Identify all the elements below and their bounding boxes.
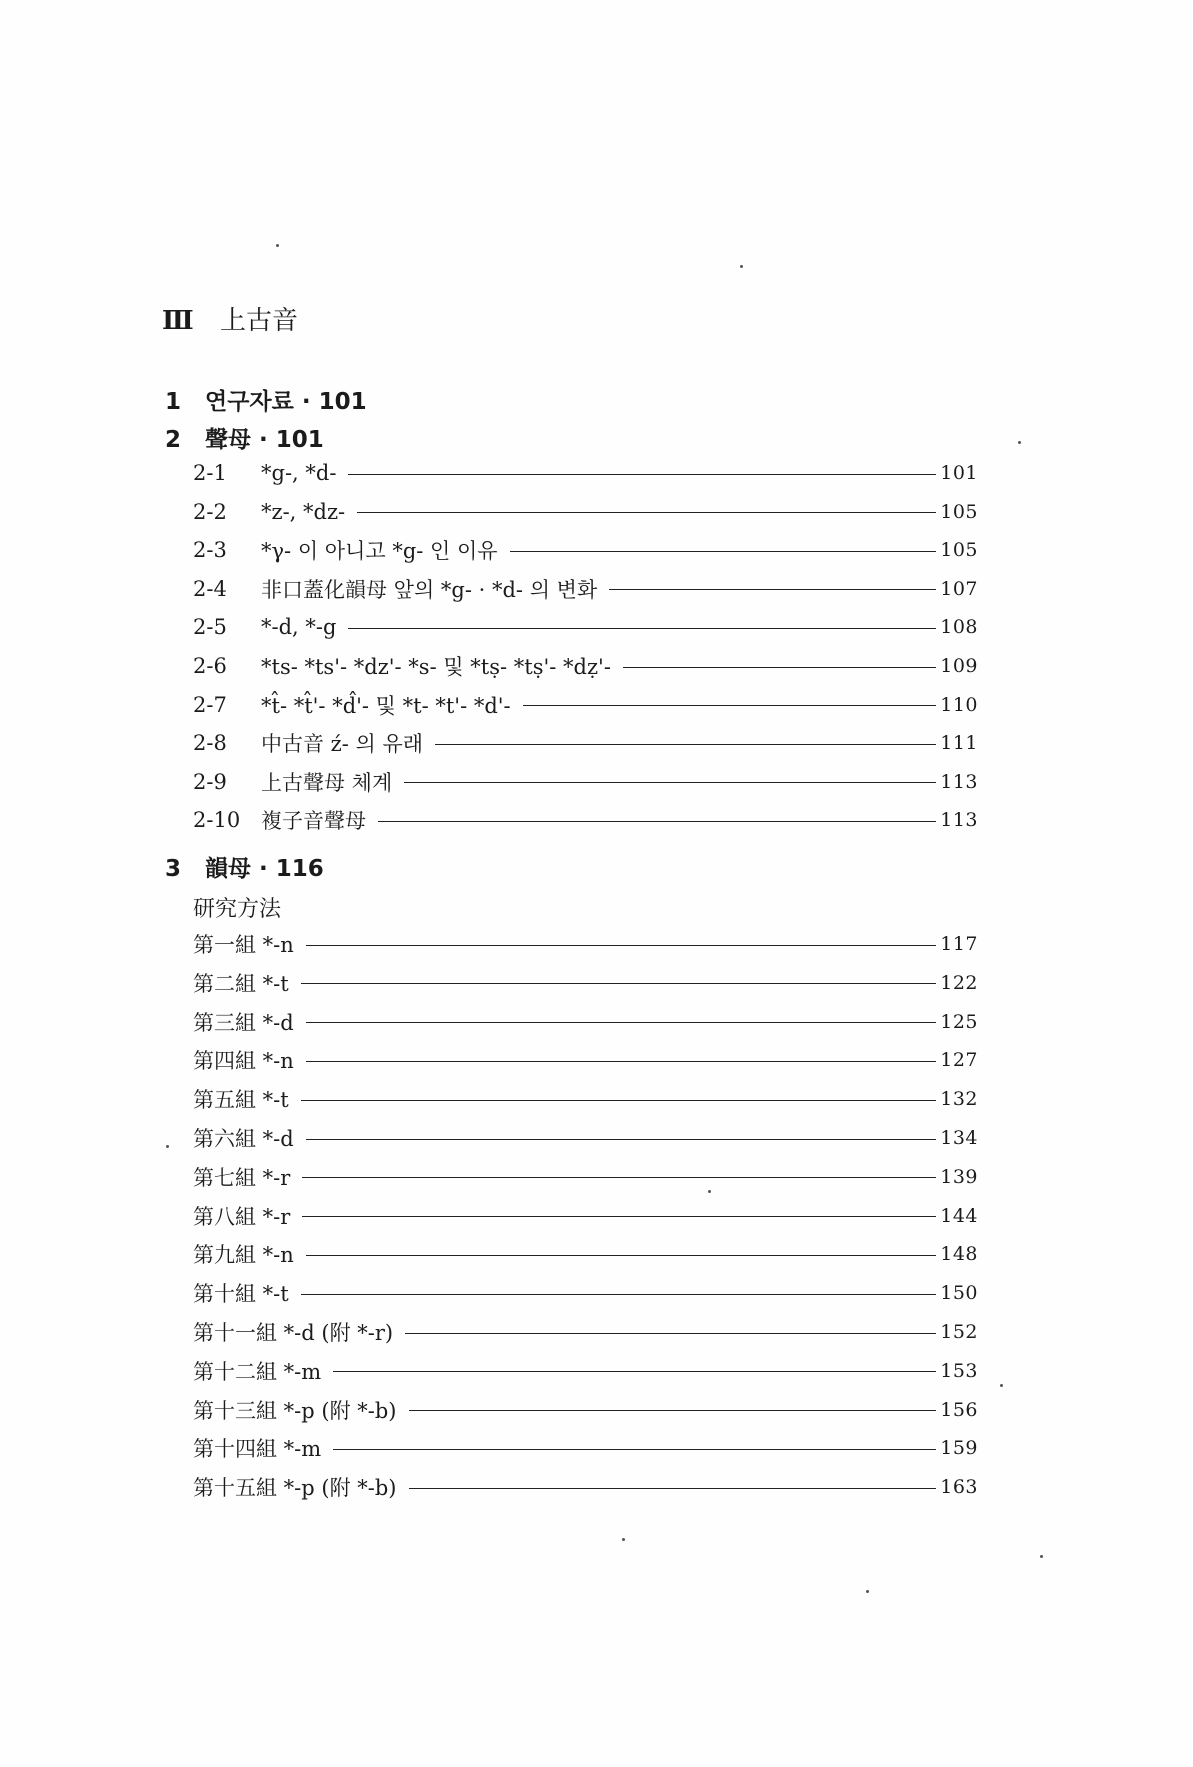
entry-page-number: 107 [940, 577, 978, 600]
toc-entry[interactable] [193, 495, 978, 529]
entry-number: 2-7 [193, 692, 227, 717]
entry-page-number: 153 [940, 1359, 978, 1382]
entry-number: 2-4 [193, 576, 227, 601]
speck [740, 265, 743, 268]
toc-entry[interactable] [193, 1005, 978, 1039]
entry-page-number: 150 [940, 1282, 978, 1305]
leader-line [348, 474, 936, 475]
entry-page-number: 148 [940, 1243, 978, 1266]
finals-intro: 研究方法 [193, 897, 282, 922]
entry-page-number: 152 [940, 1321, 978, 1343]
leader-line [306, 1061, 936, 1062]
leader-line [301, 983, 936, 984]
toc-entry[interactable] [193, 1431, 978, 1465]
leader-line [306, 1022, 936, 1023]
section-heading [165, 421, 324, 454]
entry-title: 第十一組 *-d (附 *-r) [193, 1321, 394, 1345]
toc-entry[interactable] [193, 1354, 978, 1388]
entry-title: 第一組 *-n [193, 933, 294, 957]
entry-page-number: 125 [940, 1010, 978, 1033]
entry-title: 第十三組 *-p (附 *-b) [193, 1398, 397, 1423]
entry-number: 2-8 [193, 731, 227, 756]
toc-entry[interactable] [193, 610, 978, 644]
part-number: Ⅲ [162, 306, 194, 336]
entry-title: 第九組 *-n [193, 1243, 294, 1268]
entry-number: 2-6 [193, 654, 227, 678]
section-title: 韻母 · 116 [205, 856, 324, 882]
entry-page-number: 127 [940, 1049, 978, 1072]
speck [166, 1145, 169, 1148]
entry-page-number: 105 [940, 539, 978, 562]
leader-line [302, 1216, 936, 1217]
entry-page-number: 109 [940, 655, 978, 677]
section-number: 3 [165, 856, 182, 882]
leader-line [306, 1255, 936, 1256]
entry-page-number: 110 [940, 693, 978, 716]
toc-entry[interactable] [193, 533, 978, 567]
entry-page-number: 108 [940, 616, 978, 639]
toc-entry[interactable] [193, 1393, 978, 1427]
entry-page-number: 113 [940, 809, 978, 832]
entry-title: 第五組 *-t [193, 1088, 289, 1113]
entry-title: 第三組 *-d [193, 1010, 294, 1035]
entry-title: *-d, *-g [261, 615, 337, 640]
section-number: 1 [165, 389, 182, 415]
toc-entry[interactable] [193, 1121, 978, 1155]
toc-entry[interactable] [193, 1237, 978, 1271]
section-title: 聲母 · 101 [205, 427, 324, 453]
entry-title: 第七組 *-r [193, 1165, 291, 1190]
entry-title: *ts- *ts'- *dz'- *s- 및 *tṣ- *tṣ'- *dẓ'- [261, 655, 611, 679]
leader-line [306, 945, 936, 946]
entry-title: 上古聲母 체계 [261, 770, 393, 795]
entry-title: 第十四組 *-m [193, 1437, 322, 1462]
section-heading [165, 383, 367, 416]
leader-line [378, 821, 936, 822]
entry-title: 第十五組 *-p (附 *-b) [193, 1476, 397, 1501]
entry-title: 中古音 ź- 의 유래 [261, 732, 424, 757]
entry-title: 第四組 *-n [193, 1049, 294, 1074]
toc-entry[interactable] [193, 688, 978, 722]
speck [866, 1590, 869, 1593]
leader-line [348, 628, 936, 629]
part-heading [162, 300, 298, 337]
speck [622, 1538, 625, 1541]
entry-title: 第八組 *-r [193, 1204, 291, 1229]
entry-page-number: 113 [940, 770, 978, 793]
entry-page-number: 111 [940, 732, 978, 755]
toc-entry[interactable] [193, 927, 978, 961]
leader-line [404, 782, 936, 783]
entry-title: *z-, *dz- [261, 499, 346, 524]
toc-entry[interactable] [193, 572, 978, 606]
entry-title: 第十組 *-t [193, 1282, 289, 1307]
entry-title: *γ- 이 아니고 *g- 인 이유 [261, 539, 498, 564]
entry-page-number: 134 [940, 1127, 978, 1149]
leader-line [357, 512, 936, 513]
toc-entry[interactable] [193, 1315, 978, 1349]
entry-number: 2-2 [193, 499, 227, 524]
entry-title: 複子音聲母 [261, 809, 366, 834]
leader-line [302, 1177, 936, 1178]
entry-page-number: 159 [940, 1437, 978, 1460]
leader-line [435, 744, 936, 745]
leader-line [333, 1371, 936, 1372]
section-heading [165, 850, 324, 883]
toc-entry[interactable] [193, 1160, 978, 1194]
entry-page-number: 105 [940, 500, 978, 523]
entry-number: 2-1 [193, 461, 227, 485]
speck [1040, 1555, 1043, 1558]
entry-page-number: 163 [940, 1476, 978, 1499]
entry-title: 非口蓋化韻母 앞의 *g- · *d- 의 변화 [261, 577, 598, 602]
toc-entry[interactable] [193, 649, 978, 683]
leader-line [405, 1333, 936, 1334]
entry-page-number: 132 [940, 1088, 978, 1111]
speck [1000, 1384, 1003, 1387]
entry-page-number: 101 [940, 462, 978, 484]
toc-entry[interactable] [193, 1199, 978, 1233]
toc-entry[interactable] [193, 726, 978, 760]
leader-line [609, 589, 936, 590]
entry-number: 2-3 [193, 538, 227, 563]
leader-line [333, 1449, 936, 1450]
toc-entry[interactable] [193, 1470, 978, 1504]
entry-title: 第六組 *-d [193, 1127, 294, 1151]
entry-number: 2-10 [193, 808, 241, 833]
section-number: 2 [165, 427, 182, 453]
leader-line [510, 551, 936, 552]
toc-entry[interactable] [193, 803, 978, 837]
leader-line [306, 1139, 936, 1140]
entry-page-number: 156 [940, 1398, 978, 1421]
leader-line [409, 1488, 937, 1489]
entry-page-number: 139 [940, 1165, 978, 1188]
toc-entry[interactable] [193, 1043, 978, 1077]
section-title: 연구자료 · 101 [205, 389, 367, 415]
toc-entry[interactable] [193, 765, 978, 799]
toc-entry[interactable] [193, 1082, 978, 1116]
toc-entry[interactable] [193, 456, 978, 490]
entry-number: 2-9 [193, 769, 227, 794]
entry-title: 第十二組 *-m [193, 1359, 322, 1384]
entry-page-number: 144 [940, 1204, 978, 1227]
leader-line [623, 667, 936, 668]
speck [1018, 441, 1021, 444]
entry-title: 第二組 *-t [193, 971, 289, 996]
toc-entry[interactable] [193, 966, 978, 1000]
entry-page-number: 117 [940, 933, 978, 955]
leader-line [301, 1100, 936, 1101]
toc-entry[interactable] [193, 1276, 978, 1310]
entry-title: *g-, *d- [261, 461, 337, 485]
part-title: 上古音 [220, 306, 299, 336]
speck [276, 244, 279, 247]
entry-title: *t̂- *t̂'- *d̂'- 및 *t- *t'- *d'- [261, 693, 511, 718]
leader-line [523, 705, 936, 706]
leader-line [301, 1294, 936, 1295]
entry-page-number: 122 [940, 971, 978, 994]
entry-number: 2-5 [193, 615, 227, 640]
leader-line [409, 1410, 937, 1411]
